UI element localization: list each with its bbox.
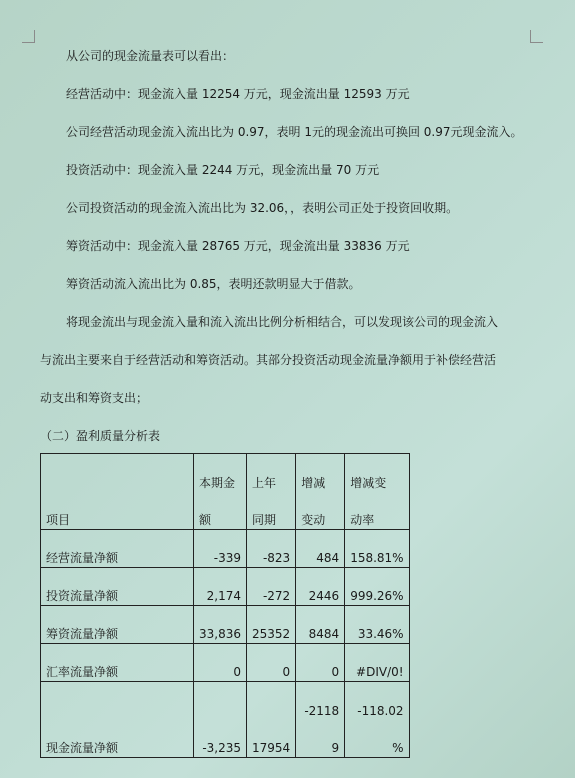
cell-last-year: 25352 xyxy=(247,606,296,644)
cell-last-year: -823 xyxy=(247,530,296,568)
cell-item: 投资流量净额 xyxy=(41,568,194,606)
header-current: 本期金 额 xyxy=(194,454,247,530)
paragraph-operating: 经营活动中：现金流入量 12254 万元，现金流出量 12593 万元 xyxy=(66,87,410,101)
table-row xyxy=(41,568,410,606)
paragraph-operating-ratio: 公司经营活动现金流入流出比为 0.97，表明 1元的现金流出可换回 0.97元现金流入。 xyxy=(66,125,523,139)
cell-change: 484 xyxy=(296,530,345,568)
table-row xyxy=(41,644,410,682)
cell-change: 8484 xyxy=(296,606,345,644)
cell-item: 汇率流量净额 xyxy=(41,644,194,682)
cell-current: -339 xyxy=(194,530,247,568)
cell-last-year: 0 xyxy=(247,644,296,682)
paragraph-intro: 从公司的现金流量表可以看出： xyxy=(66,49,235,63)
cell-rate: 158.81% xyxy=(345,530,409,568)
table-row-total xyxy=(41,682,410,758)
table-header-row xyxy=(41,454,410,530)
paragraph-summary-line3: 动支出和筹资支出； xyxy=(40,391,149,405)
cell-item: 现金流量净额 xyxy=(41,682,194,758)
cell-current: 2,174 xyxy=(194,568,247,606)
cell-change: 0 xyxy=(296,644,345,682)
table-row xyxy=(41,530,410,568)
paragraph-financing: 筹资活动中：现金流入量 28765 万元，现金流出量 33836 万元 xyxy=(66,239,410,253)
cell-change: -2118 9 xyxy=(296,682,345,758)
page-corner-mark-left xyxy=(22,30,35,43)
section-title: （二）盈利质量分析表 xyxy=(40,429,161,443)
cell-last-year: -272 xyxy=(247,568,296,606)
paragraph-summary-line2: 与流出主要来自于经营活动和筹资活动。其部分投资活动现金流量净额用于补偿经营活 xyxy=(40,353,497,367)
paragraph-investing: 投资活动中：现金流入量 2244 万元，现金流出量 70 万元 xyxy=(66,163,380,177)
page-corner-mark-right xyxy=(530,30,543,43)
cell-item: 经营流量净额 xyxy=(41,530,194,568)
header-change-rate: 增减变 动率 xyxy=(345,454,409,530)
header-change: 增减 变动 xyxy=(296,454,345,530)
cell-last-year: 17954 xyxy=(247,682,296,758)
header-item: 项目 xyxy=(41,454,194,530)
table-row xyxy=(41,606,410,644)
cell-change: 2446 xyxy=(296,568,345,606)
cell-current: -3,235 xyxy=(194,682,247,758)
cell-rate: #DIV/0! xyxy=(345,644,409,682)
cell-rate: -118.02 % xyxy=(345,682,409,758)
profit-quality-table xyxy=(40,453,410,758)
paragraph-investing-ratio: 公司投资活动的现金流入流出比为 32.06，，表明公司正处于投资回收期。 xyxy=(66,201,459,215)
cell-rate: 33.46% xyxy=(345,606,409,644)
paragraph-financing-ratio: 筹资活动流入流出比为 0.85，表明还款明显大于借款。 xyxy=(66,277,361,291)
header-last-year: 上年 同期 xyxy=(247,454,296,530)
cell-current: 0 xyxy=(194,644,247,682)
cell-current: 33,836 xyxy=(194,606,247,644)
paragraph-summary-line1: 将现金流出与现金流入量和流入流出比例分析相结合，可以发现该公司的现金流入 xyxy=(66,315,499,329)
cell-item: 筹资流量净额 xyxy=(41,606,194,644)
cell-rate: 999.26% xyxy=(345,568,409,606)
